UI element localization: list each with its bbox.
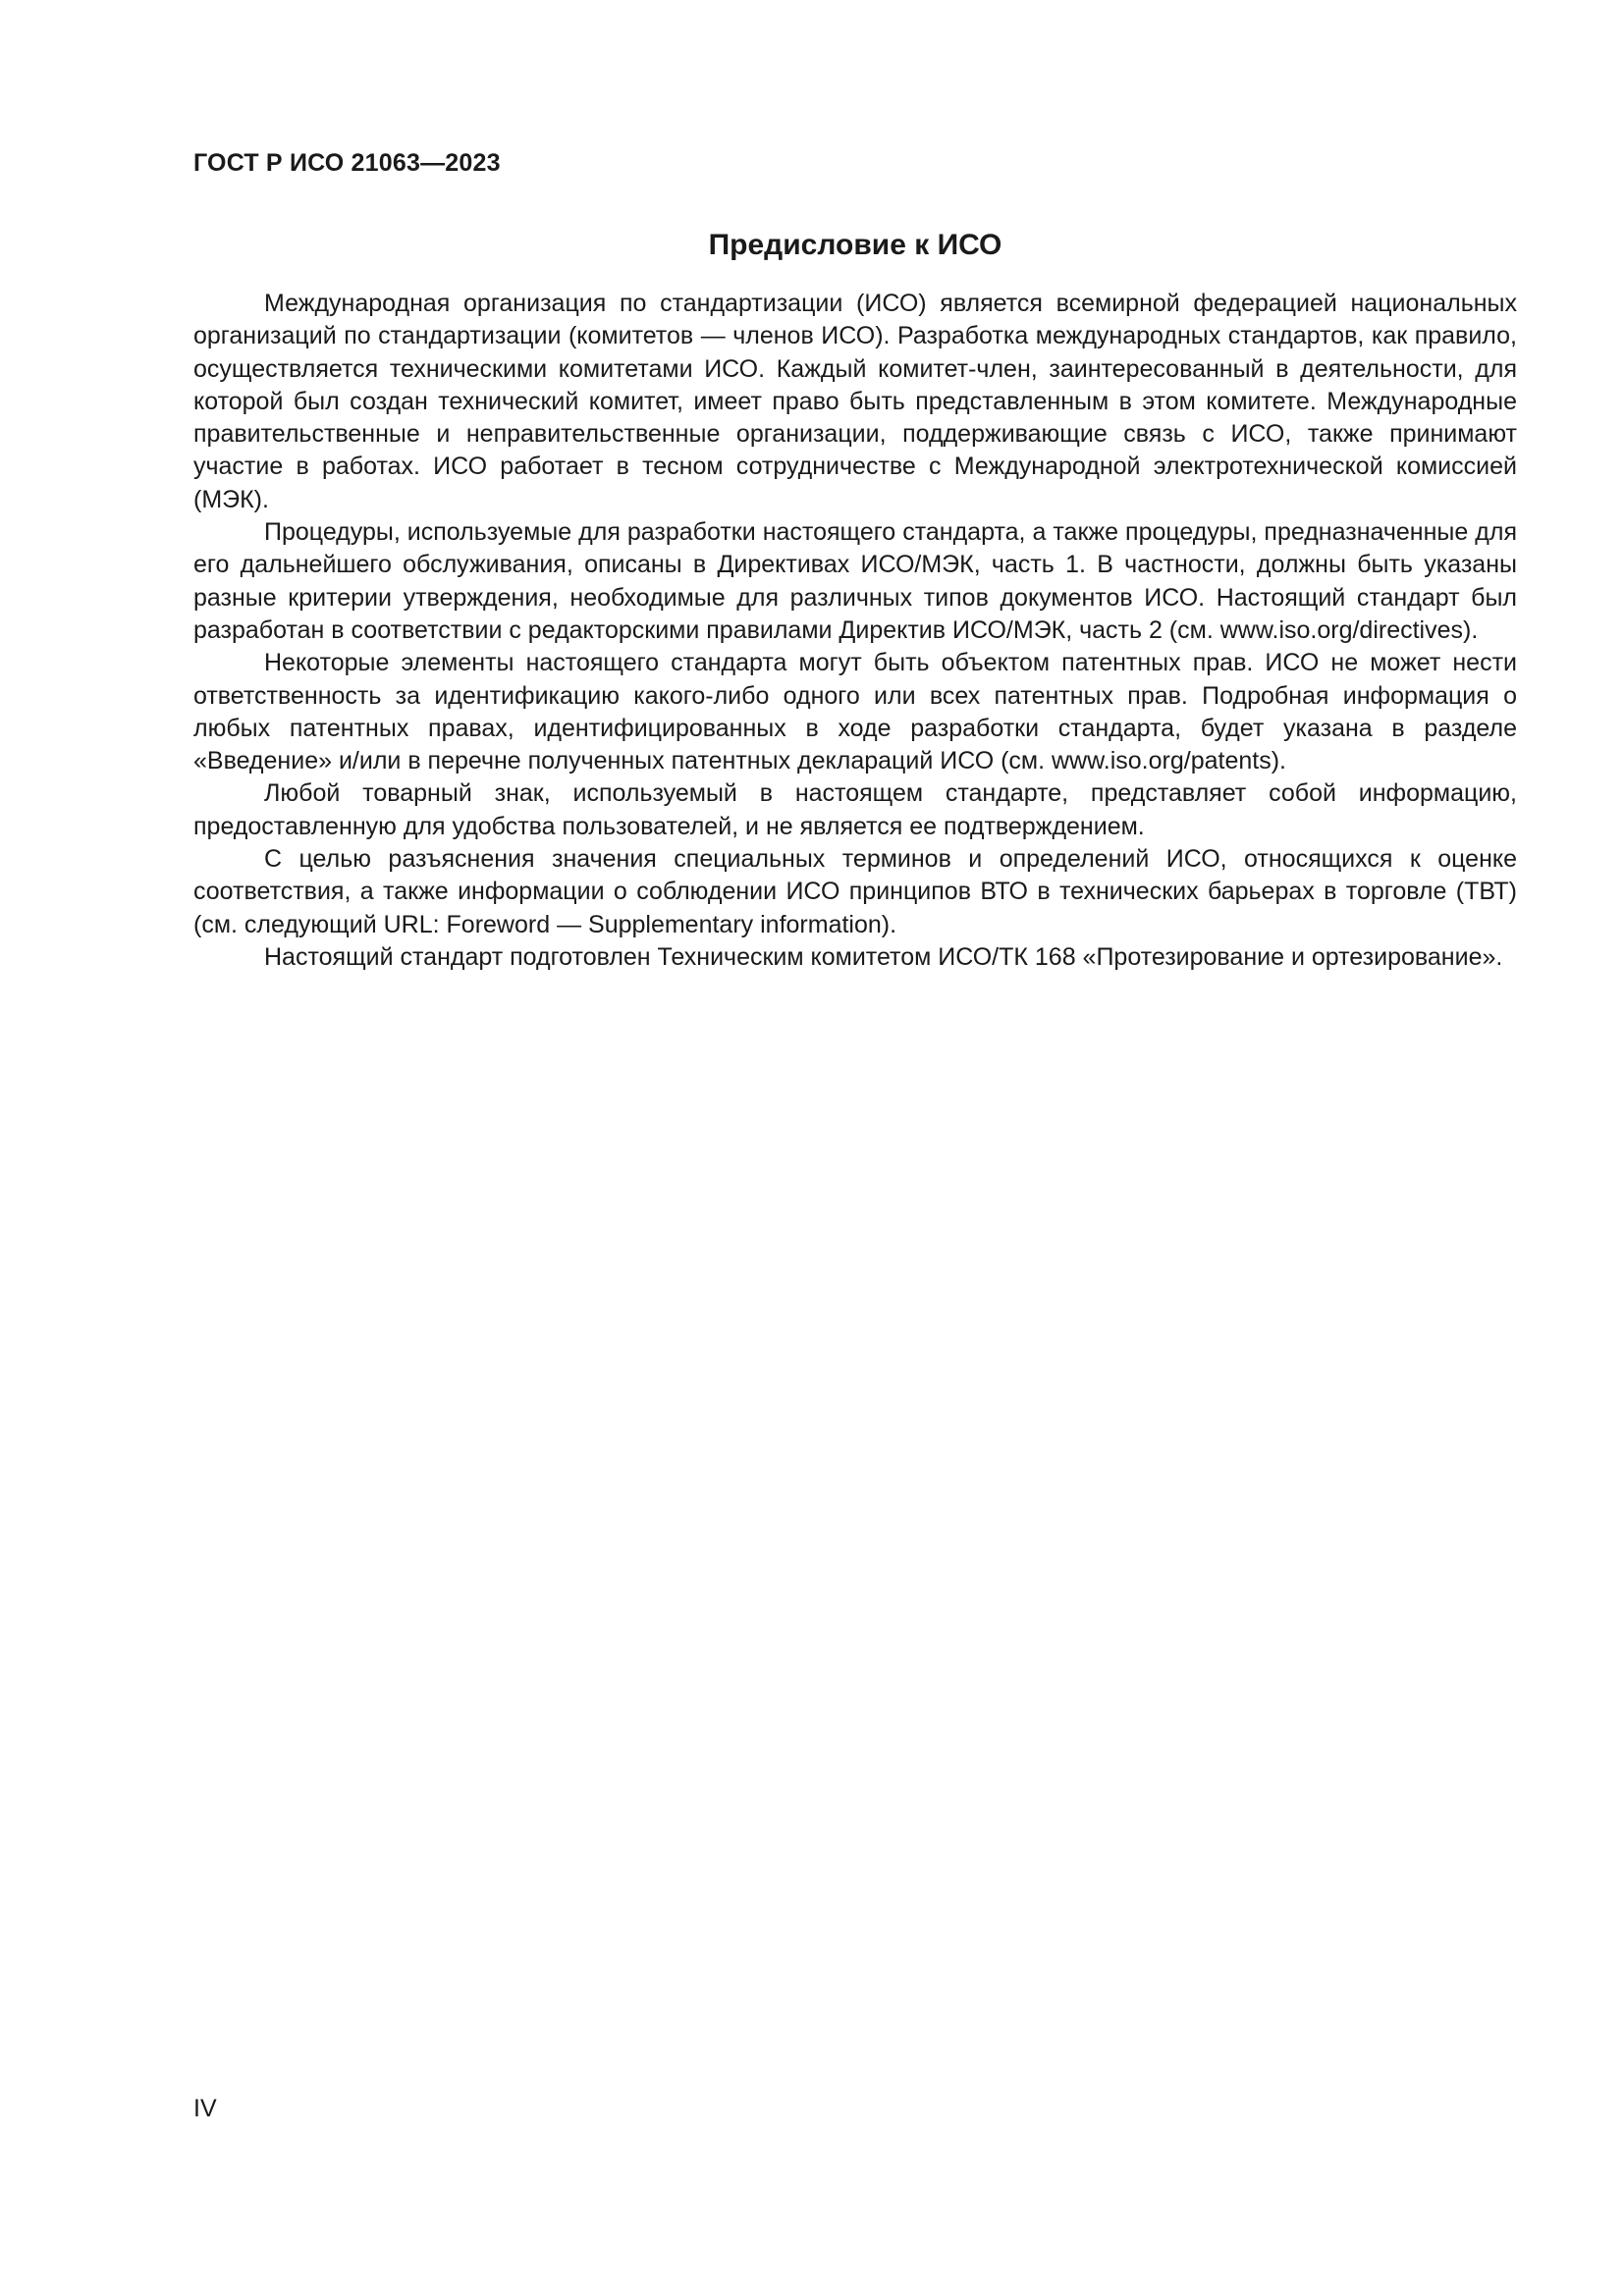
page-number: IV: [193, 2095, 217, 2122]
paragraph-patents: Некоторые элементы настоящего стандарта могут быть объектом патентных прав. ИСО не может нести ответственность за идентификацию какого-либо одного или всех патентных прав. Подробная информация о любых патентных правах, идентифицированных в ходе разработки стандарта, будет указана в разделе «Введение» и/или в перечне полученных патентных деклараций ИСО (см. www.iso.org/patents).: [193, 649, 1517, 775]
paragraph-procedures: Процедуры, используемые для разработки настоящего стандарта, а также процедуры, предназначенные для его дальнейшего обслуживания, описаны в Директивах ИСО/МЭК, часть 1. В частности, должны быть указаны разные критерии утверждения, необходимые для различных типов документов ИСО. Настоящий стандарт был разработан в соответствии с редакторскими правилами Директив ИСО/МЭК, часть 2 (см. www.iso.org/directives).: [193, 518, 1517, 644]
body-text: [193, 288, 1517, 974]
paragraph-terms: С целью разъяснения значения специальных терминов и определений ИСО, относящихся к оценке соответствия, а также информации о соблюдении ИСО принципов ВТО в технических барьерах в торговле (ТВТ) (см. следующий URL: Foreword — Supplementary information).: [193, 845, 1517, 938]
paragraph-iso-organization: Международная организация по стандартизации (ИСО) является всемирной федерацией национальных организаций по стандартизации (комитетов — членов ИСО). Разработка международных стандартов, как правило, осуществляется техническими комитетами ИСО. Каждый комитет-член, заинтересованный в деятельности, для которой был создан технический комитет, имеет право быть представленным в этом комитете. Международные правительственные и неправительственные организации, поддерживающие связь с ИСО, также принимают участие в работах. ИСО работает в тесном сотрудничестве с Международной электротехнической комиссией (МЭК).: [193, 290, 1517, 513]
document-id-header: ГОСТ Р ИСО 21063—2023: [193, 149, 501, 177]
section-title: Предисловие к ИСО: [708, 229, 1002, 261]
paragraph-trademark: Любой товарный знак, используемый в настоящем стандарте, представляет собой информацию, предоставленную для удобства пользователей, и не является ее подтверждением.: [193, 779, 1517, 840]
paragraph-committee: Настоящий стандарт подготовлен Техническим комитетом ИСО/ТК 168 «Протезирование и ортезирование».: [264, 942, 1503, 971]
